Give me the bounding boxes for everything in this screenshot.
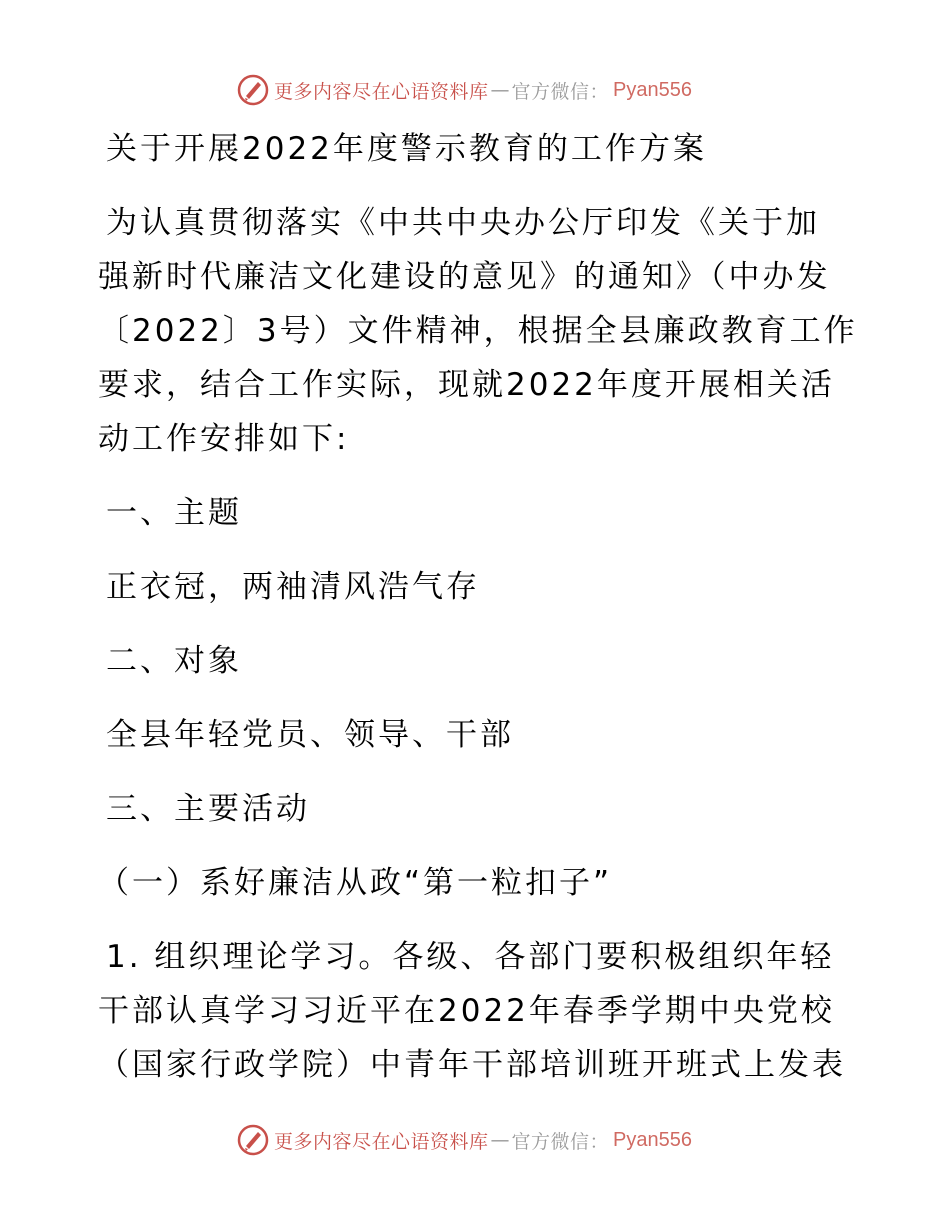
intro-paragraph: [98, 196, 858, 466]
watermark-text: 更多内容尽在心语资料库: [274, 80, 489, 103]
item1-paragraph: [98, 930, 858, 1092]
watermark-official: 官方微信：: [511, 80, 610, 103]
watermark-dash: —: [490, 1129, 510, 1151]
section2-heading: 二、对象: [106, 643, 242, 679]
watermark-dash: —: [490, 79, 510, 101]
header-watermark: [236, 72, 692, 108]
intro-line: 〔2022〕3号）文件精神，根据全县廉政教育工作: [98, 313, 858, 349]
intro-line: 动工作安排如下:: [98, 421, 350, 457]
intro-line: 为认真贯彻落实《中共中央办公厅印发《关于加: [106, 205, 820, 241]
section3-heading: 三、主要活动: [106, 791, 310, 827]
brush-logo-icon: [236, 1123, 270, 1157]
section2-body: 全县年轻党员、领导、干部: [106, 717, 514, 753]
item1-line: 干部认真学习习近平在2022年春季学期中央党校: [98, 993, 835, 1029]
brush-logo-icon: [236, 73, 270, 107]
watermark-id: Pyan556: [613, 1128, 692, 1151]
subsection1-heading: （一）系好廉洁从政“第一粒扣子”: [98, 865, 613, 901]
intro-line: 要求，结合工作实际，现就2022年度开展相关活: [98, 367, 835, 403]
watermark-text: 更多内容尽在心语资料库: [274, 1130, 489, 1153]
document-title: 关于开展2022年度警示教育的工作方案: [106, 131, 707, 167]
footer-watermark: [236, 1122, 692, 1158]
item1-line: 1. 组织理论学习。各级、各部门要积极组织年轻: [106, 939, 835, 975]
intro-line: 强新时代廉洁文化建设的意见》的通知》（中办发: [98, 259, 831, 295]
section1-heading: 一、主题: [106, 495, 242, 531]
watermark-id: Pyan556: [613, 78, 692, 101]
document-body: [98, 122, 858, 1092]
watermark-official: 官方微信：: [511, 1130, 610, 1153]
item1-line: （国家行政学院）中青年干部培训班开班式上发表: [98, 1047, 846, 1083]
section1-body: 正衣冠，两袖清风浩气存: [106, 569, 480, 605]
